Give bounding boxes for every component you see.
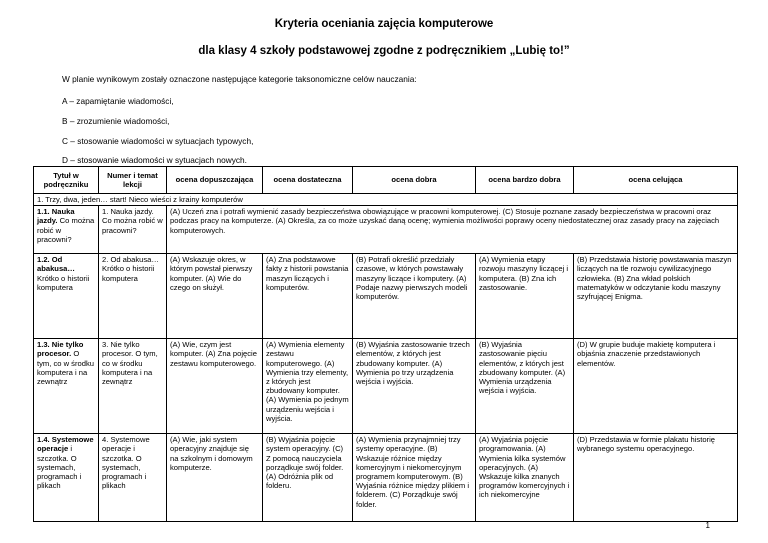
grade-cell-dostateczna: (A) Wymienia elementy zestawu komputerowego. (A) Wymienia trzy elementy, z których jest zbudowany komputer. (A) Wymienia po jednym urządzeniu wejścia i wyjścia. [263,339,353,434]
grade-cell-dobra: (B) Wyjaśnia zastosowanie trzech elementów, z których jest zbudowany komputer. (A) Wymienia po trzy urządzenia wejścia i wyjścia. [353,339,476,434]
grade-cell-dostateczna: (B) Wyjaśnia pojęcie system operacyjny. (C) Z pomocą nauczyciela porządkuje swój folder. (A) Odróżnia plik od folderu. [263,434,353,522]
intro-line: D – stosowanie wiadomości w sytuacjach nowych. [62,155,247,165]
intro-line: A – zapamiętanie wiadomości, [62,96,174,106]
header-cell: ocena dopuszczająca [167,167,263,194]
chapter-title-cell [34,206,99,254]
chapter-title-cell [34,339,99,434]
grade-cell-dopuszczajaca: (A) Wie, czym jest komputer. (A) Zna pojęcie zestawu komputerowego. [167,339,263,434]
chapter-title-cell [34,434,99,522]
chapter-title-bold: 1.1. Nauka jazdy. [37,207,75,226]
chapter-title-cell [34,254,99,339]
grade-cell-celujaca: (B) Przedstawia historię powstawania maszyn liczących na tle rozwoju cywilizacyjnego człowieka. (B) Zna wkład polskich matematyków w odczytanie kodu maszyny szyfrującej Enigma. [574,254,738,339]
header-cell: ocena celująca [574,167,738,194]
chapter-title-bold: 1.2. Od abakusa… [37,255,75,274]
section-row [34,194,738,206]
intro-line: C – stosowanie wiadomości w sytuacjach typowych, [62,136,254,146]
lesson-cell: 2. Od abakusa… Krótko o historii komputera [99,254,167,339]
page-number: 1 [705,521,710,530]
document-subtitle: dla klasy 4 szkoły podstawowej zgodne z podręcznikiem „Lubię to!” [198,45,570,57]
lesson-cell: 1. Nauka jazdy. Co można robić w pracowni? [99,206,167,254]
header-cell: ocena dobra [353,167,476,194]
grade-cell-dobra: (A) Wymienia przynajmniej trzy systemy operacyjne. (B) Wskazuje różnice między komercyjnym i niekomercyjnym programem komputerowym. (B) Wyjaśnia różnice między plikiem i folderem. (C) Porządkuje swój folder. [353,434,476,522]
chapter-title-rest: Co można robić w pracowni? [37,216,95,244]
table-row [34,254,738,339]
table-row [34,206,738,254]
header-cell: Tytuł w podręczniku [34,167,99,194]
grade-cell-dostateczna: (A) Zna podstawowe fakty z historii powstania maszyn liczących i komputerów. [263,254,353,339]
grading-criteria-table [33,166,738,522]
grade-cell-celujaca: (D) Przedstawia w formie plakatu historię wybranego systemu operacyjnego. [574,434,738,522]
header-cell: Numer i temat lekcji [99,167,167,194]
chapter-title-bold: 1.4. Systemowe operacje [37,435,94,454]
chapter-title-rest: Krótko o historii komputera [37,273,90,292]
grade-cell-bardzo-dobra: (A) Wymienia etapy rozwoju maszyny liczącej i komputera. (B) Zna ich zastosowanie. [476,254,574,339]
chapter-title-rest: i szczotka. O systemach, programach i plikach [37,444,82,491]
intro-line: W planie wynikowym zostały oznaczone następujące kategorie taksonomiczne celów nauczania: [62,74,417,84]
table-row [34,339,738,434]
grade-cell-celujaca: (D) W grupie buduje makietę komputera i objaśnia znaczenie przedstawionych elementów. [574,339,738,434]
lesson-cell: 4. Systemowe operacje i szczotka. O systemach, programach i plikach [99,434,167,522]
document-title: Kryteria oceniania zajęcia komputerowe [274,18,494,30]
table-header-row [34,167,738,194]
section-title: 1. Trzy, dwa, jeden… start! Nieco wieści z krainy komputerów [34,194,738,206]
lesson-cell: 3. Nie tylko procesor. O tym, co w środku komputera i na zewnątrz [99,339,167,434]
grade-cell-bardzo-dobra: (A) Wyjaśnia pojęcie programowania. (A) Wymienia kilka systemów operacyjnych. (A) Wskazuje kilka znanych programów komercyjnych i ich niekomercyjne [476,434,574,522]
grade-cell-dobra: (B) Potrafi określić przedziały czasowe, w których powstawały maszyny liczące i komputery. (A) Podaje nazwy pierwszych modeli komputerów. [353,254,476,339]
grade-cell-dopuszczajaca: (A) Wskazuje okres, w którym powstał pierwszy komputer. (A) Wie do czego on służył. [167,254,263,339]
chapter-title-rest: O tym, co w środku komputera i na zewnątrz [37,349,94,387]
intro-line: B – zrozumienie wiadomości, [62,116,170,126]
criteria-merged-cell: (A) Uczeń zna i potrafi wymienić zasady bezpieczeństwa obowiązujące w pracowni komputerowej. (C) Stosuje poznane zasady bezpieczeństwa w pracowni oraz podczas pracy na komputerze. (A) Określa, za co może uzyskać daną ocenę; wymienia możliwości poprawy oceny niedostatecznej oraz zasady pracy na zajęciach komputerowych. [167,206,738,254]
grade-cell-dopuszczajaca: (A) Wie, jaki system operacyjny znajduje się na szkolnym i domowym komputerze. [167,434,263,522]
table-row [34,434,738,522]
header-cell: ocena dostateczna [263,167,353,194]
grade-cell-bardzo-dobra: (B) Wyjaśnia zastosowanie pięciu elementów, z których jest zbudowany komputer. (A) Wymienia urządzenia wejścia i wyjścia. [476,339,574,434]
chapter-title-bold: 1.3. Nie tylko procesor. [37,340,84,359]
header-cell: ocena bardzo dobra [476,167,574,194]
